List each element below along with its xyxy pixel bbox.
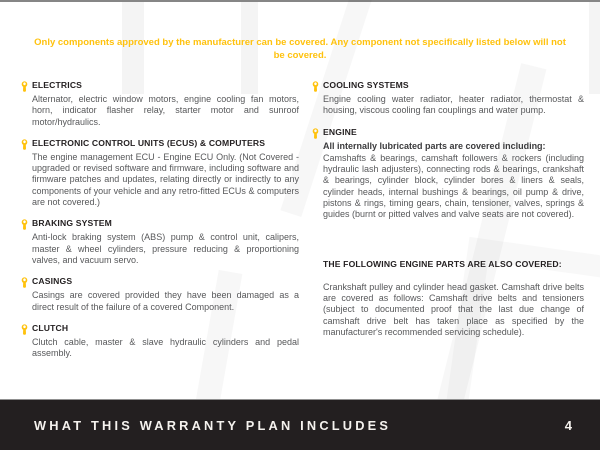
section-body: Camshafts & bearings, camshaft followers & rockers (including hydraulic lash adjusters), connecting rods & bearings, crankshaft & bearings, cylinder block, cylinder bores & liners & seals, cylinder heads, internal bushings & bearings, oil pump & drive, pistons & rings, timing gears, chain, tensioner, valves, springs & guides (burnt or pitted valves and valve seats are not covered). [323,152,584,220]
section-body: The engine management ECU - Engine ECU Only. (Not Covered - upgraded or revised software and firmware, including software and firmware patches and updates, relating directly or indirectly to any components of your vehicle and any retro-fitted ECUs & computers are not covered.) [32,151,299,208]
section-body: Casings are covered provided they have been damaged as a direct result of the failure of a covered Component. [32,290,299,312]
section-engine [312,127,584,221]
section-body: Engine cooling water radiator, heater radiator, thermostat & housing, viscous cooling fan couplings and water pump. [323,94,584,116]
spanner-icon [312,80,319,92]
spanner-icon [312,127,319,139]
section-heading-row [312,127,584,139]
footer-bar [0,399,600,450]
section-heading-row [21,323,299,335]
section-electrics [21,80,299,128]
section-body: Crankshaft pulley and cylinder head gasket. Camshaft drive belts are covered as follows: Camshaft drive belts and tensioners (subject to documented proof that the last due change of camshaft drive belt has taken place as specified by the manufacturer's recommended servicing schedule). [323,281,584,337]
section-casings [21,276,299,313]
spanner-icon [21,218,28,230]
left-column [21,80,299,369]
section-heading-row [21,138,299,150]
section-electronic-control-units [21,138,299,208]
page-number: 4 [564,417,572,433]
section-heading: COOLING SYSTEMS [323,80,409,90]
section-heading-row [312,80,584,92]
section-heading-row [21,276,299,288]
section-heading-row [323,259,584,270]
right-column [312,80,584,348]
section-body: Clutch cable, master & slave hydraulic cylinders and pedal assembly. [32,336,299,359]
section-braking-system [21,218,299,266]
section-heading: ENGINE [323,126,357,137]
section-heading: ELECTRONIC CONTROL UNITS (ECUS) & COMPUTERS [32,137,266,148]
section-subheading: All internally lubricated parts are covered including: [323,140,546,151]
section-heading: THE FOLLOWING ENGINE PARTS ARE ALSO COVERED: [323,258,562,269]
spanner-icon [21,276,28,288]
section-heading: CLUTCH [32,322,69,333]
section-body: Alternator, electric window motors, engine cooling fan motors, horn, indicator flasher relay, starter motor and sunroof motor/hydraulics. [32,94,299,127]
section-heading-row [21,218,299,230]
section-body: Anti-lock braking system (ABS) pump & control unit, calipers, master & wheel cylinders, pressure reducing & proportioning valves, and vacuum servo. [32,232,299,265]
spanner-icon [21,138,28,150]
footer-title: WHAT THIS WARRANTY PLAN INCLUDES [34,417,392,433]
section-heading: BRAKING SYSTEM [32,218,112,229]
section-heading-row [21,80,299,92]
section-clutch [21,323,299,360]
section-heading: ELECTRICS [32,80,83,90]
spanner-icon [21,323,28,335]
section-engine-parts-also-covered [312,259,584,338]
watermark-stripe [589,2,600,94]
top-divider-line [0,0,600,2]
spanner-icon [21,80,28,92]
section-heading: CASINGS [32,276,73,287]
intro-statement: Only components approved by the manufacturer can be covered. Any component not specifically listed below will not be covered. [34,37,566,61]
section-cooling-systems [312,80,584,117]
